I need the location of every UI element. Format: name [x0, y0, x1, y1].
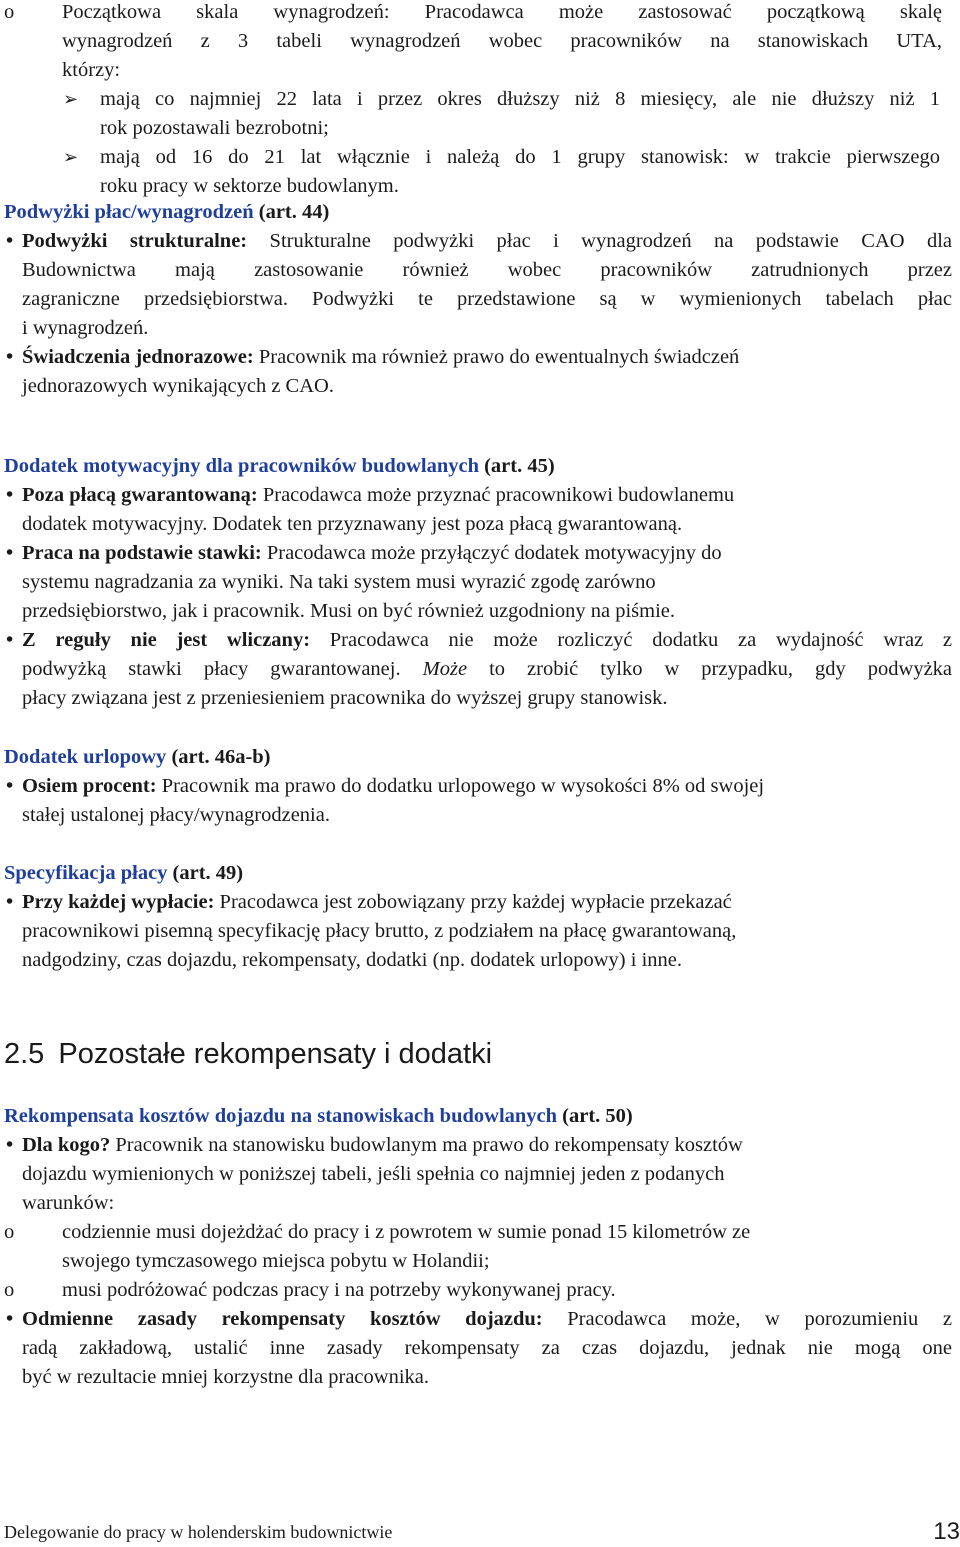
- item-term: Dla kogo?: [22, 1134, 111, 1156]
- intro-subitem: [0, 85, 960, 143]
- text-line: warunków:: [22, 1192, 115, 1214]
- item-text: to zrobić tylko w przypadku, gdy podwyżka: [489, 658, 952, 680]
- condition-item: [0, 1276, 960, 1305]
- item-text: Pracownik ma również prawo do ewentualnych świadczeń: [258, 346, 740, 368]
- arrow-bullet-icon: ➢: [63, 147, 79, 168]
- text-line: płacy związana jest z przeniesieniem pracownika do wyższej grupy stanowisk.: [22, 687, 668, 709]
- intro-subitem: [0, 143, 960, 201]
- page-footer: [4, 1520, 960, 1544]
- bullet-item: [0, 539, 960, 626]
- bullet-marker: •: [6, 230, 14, 252]
- text-line: [22, 227, 952, 256]
- bullet-marker: •: [6, 891, 14, 913]
- bullet-item: [0, 227, 960, 343]
- bullet-item: [0, 888, 960, 975]
- text-line: [22, 772, 952, 801]
- text-line: nadgodziny, czas dojazdu, rekompensaty, dodatki (np. dodatek urlopowy) i inne.: [22, 949, 682, 971]
- article-ref: (art. 49): [172, 862, 244, 884]
- item-term: Świadczenia jednorazowe:: [22, 346, 254, 368]
- text-line: systemu nagradzania za wyniki. Na taki system musi wyrazić zgodę zarówno: [22, 571, 656, 593]
- heading-text: Specyfikacja płacy: [4, 862, 168, 884]
- item-text: Pracownik na stanowisku budowlanym ma prawo do rekompensaty kosztów: [115, 1134, 743, 1156]
- text-line: swojego tymczasowego miejsca pobytu w Holandii;: [62, 1250, 490, 1272]
- section-heading: [4, 198, 960, 227]
- text-line: którzy:: [62, 59, 121, 81]
- text-line: [22, 481, 952, 510]
- bullet-marker: •: [6, 629, 14, 651]
- text-line: [22, 1305, 952, 1334]
- item-term: Praca na podstawie stawki:: [22, 542, 262, 564]
- condition-item: [0, 1218, 960, 1276]
- heading-text: Podwyżki płac/wynagrodzeń: [4, 201, 254, 223]
- intro-list-item: [0, 0, 960, 85]
- item-term: Z reguły nie jest wliczany:: [22, 629, 311, 651]
- text-line: [22, 655, 952, 684]
- item-text: Pracodawca może przyłączyć dodatek motywacyjny do: [266, 542, 722, 564]
- item-term: Odmienne zasady rekompensaty kosztów dojazdu:: [22, 1308, 543, 1330]
- bullet-marker: •: [6, 346, 14, 368]
- item-text: Pracodawca może, w porozumieniu z: [567, 1308, 952, 1330]
- list-marker: o: [4, 1, 15, 23]
- item-text: Pracodawca może przyznać pracownikowi budowlanemu: [262, 484, 735, 506]
- text-line: być w rezultacie mniej korzystne dla pracownika.: [22, 1366, 429, 1388]
- bullet-item: [0, 626, 960, 713]
- item-text: Pracodawca jest zobowiązany przy każdej wypłacie przekazać: [219, 891, 732, 913]
- bullet-item: [0, 481, 960, 539]
- item-text: Strukturalne podwyżki płac i wynagrodzeń na podstawie CAO dla: [269, 230, 952, 252]
- article-ref: (art. 50): [562, 1105, 633, 1127]
- bullet-item: [0, 1131, 960, 1218]
- text-line: [22, 539, 952, 568]
- list-marker: o: [4, 1279, 15, 1301]
- item-term: Osiem procent:: [22, 775, 157, 797]
- bullet-item: [0, 343, 960, 401]
- bullet-marker: •: [6, 484, 14, 506]
- arrow-bullet-icon: ➢: [63, 89, 79, 110]
- footer-title: Delegowanie do pracy w holenderskim budownictwie: [4, 1522, 393, 1542]
- text-line: codziennie musi dojeżdżać do pracy i z powrotem w sumie ponad 15 kilometrów ze: [62, 1221, 751, 1243]
- item-text: podwyżką stawki płacy gwarantowanej.: [22, 658, 401, 680]
- text-line: dodatek motywacyjny. Dodatek ten przyznawany jest poza płacą gwarantowaną.: [22, 513, 683, 535]
- text-line: [22, 888, 952, 917]
- bullet-item: [0, 1305, 960, 1392]
- text-line: stałej ustalonej płacy/wynagrodzenia.: [22, 804, 330, 826]
- text-line: rok pozostawali bezrobotni;: [100, 117, 329, 139]
- text-line: jednorazowych wynikających z CAO.: [22, 375, 334, 397]
- article-ref: (art. 45): [484, 455, 555, 477]
- section-heading: [4, 743, 960, 772]
- bullet-marker: •: [6, 1134, 14, 1156]
- list-marker: o: [4, 1221, 15, 1243]
- text-line: [22, 343, 952, 372]
- bullet-item: [0, 772, 960, 830]
- item-term: Podwyżki strukturalne:: [22, 230, 248, 252]
- text-line: radą zakładową, ustalić inne zasady rekompensaty za czas dojazdu, jednak nie mogą one: [22, 1337, 952, 1359]
- section-title-text: Pozostałe rekompensaty i dodatki: [58, 1038, 493, 1070]
- item-term: Poza płacą gwarantowaną:: [22, 484, 258, 506]
- text-line: mają od 16 do 21 lat włącznie i należą do 1 grupy stanowisk: w trakcie pierwszego: [100, 146, 940, 168]
- heading-text: Dodatek motywacyjny dla pracowników budowlanych: [4, 455, 479, 477]
- text-line: przedsiębiorstwo, jak i pracownik. Musi on być również uzgodniony na piśmie.: [22, 600, 676, 622]
- bullet-marker: •: [6, 775, 14, 797]
- text-line: i wynagrodzeń.: [22, 317, 149, 339]
- section-heading: [4, 452, 960, 481]
- text-line: mają co najmniej 22 lata i przez okres dłuższy niż 8 miesięcy, ale nie dłuższy niż 1: [100, 88, 940, 110]
- text-line: dojazdu wymienionych w poniższej tabeli, jeśli spełnia co najmniej jeden z podanych: [22, 1163, 725, 1185]
- heading-text: Rekompensata kosztów dojazdu na stanowiskach budowlanych: [4, 1105, 558, 1127]
- page-number: 13: [933, 1518, 960, 1545]
- bullet-marker: •: [6, 1308, 14, 1330]
- section-heading: [4, 859, 960, 888]
- item-text-emphasis: Może: [422, 658, 468, 680]
- item-text: Pracownik ma prawo do dodatku urlopowego w wysokości 8% od swojej: [161, 775, 765, 797]
- section-title: [4, 1036, 960, 1072]
- section-heading: [4, 1102, 960, 1131]
- text-line: pracownikowi pisemną specyfikację płacy brutto, z podziałem na płacę gwarantowaną,: [22, 920, 737, 942]
- text-line: [22, 1131, 952, 1160]
- article-ref: (art. 46a-b): [171, 746, 271, 768]
- section-number: 2.5: [4, 1038, 45, 1070]
- text-line: [22, 626, 952, 655]
- article-ref: (art. 44): [258, 201, 330, 223]
- text-line: Początkowa skala wynagrodzeń: Pracodawca może zastosować początkową skalę: [62, 1, 942, 23]
- text-line: zagraniczne przedsiębiorstwa. Podwyżki te przedstawione są w wymienionych tabelach płac: [22, 288, 952, 310]
- item-text: Pracodawca nie może rozliczyć dodatku za wydajność wraz z: [329, 629, 952, 651]
- item-term: Przy każdej wypłacie:: [22, 891, 215, 913]
- text-line: roku pracy w sektorze budowlanym.: [100, 175, 399, 197]
- text-line: Budownictwa mają zastosowanie również wobec pracowników zatrudnionych przez: [22, 259, 952, 281]
- bullet-marker: •: [6, 542, 14, 564]
- text-line: wynagrodzeń z 3 tabeli wynagrodzeń wobec pracowników na stanowiskach UTA,: [62, 30, 942, 52]
- heading-text: Dodatek urlopowy: [4, 746, 167, 768]
- text-line: musi podróżować podczas pracy i na potrzeby wykonywanej pracy.: [62, 1279, 616, 1301]
